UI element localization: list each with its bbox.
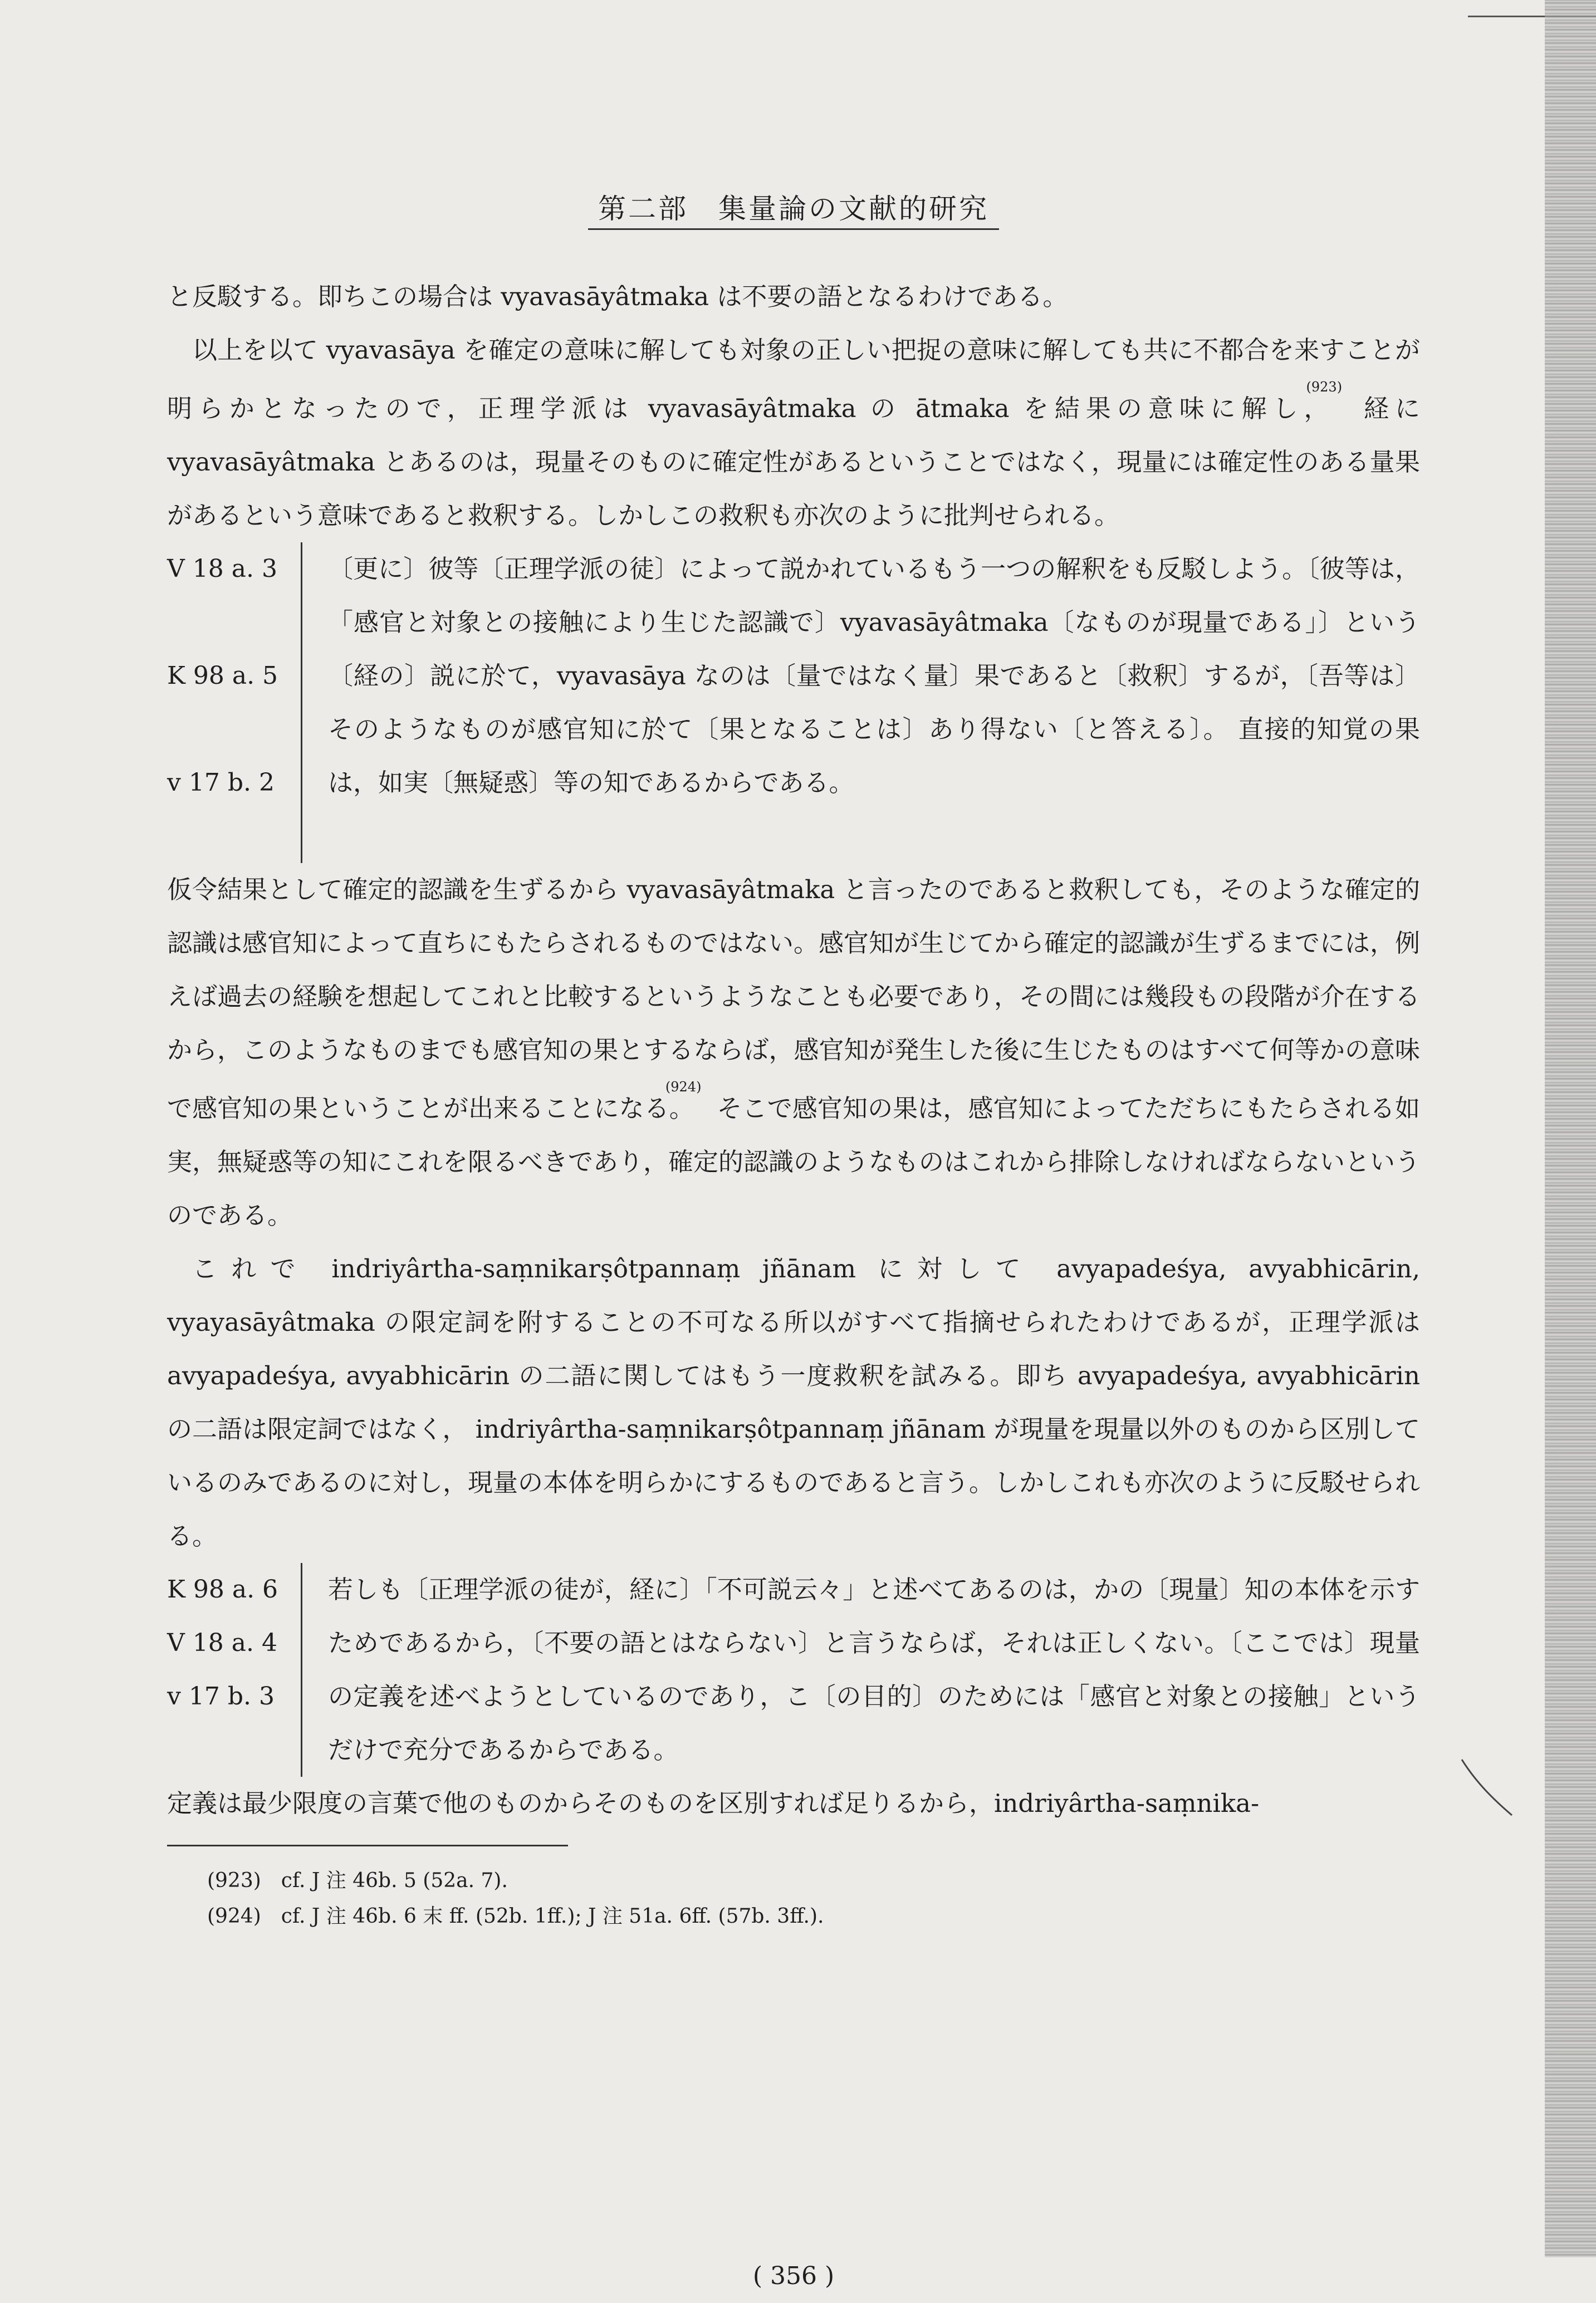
quote-1-text: 〔更に〕彼等〔正理学派の徒〕によって説かれているもう一つの解釈をも反駁しよう。〔彼等は，「感官と対象との接触により生じた認識で〕vyavasāyâtmaka〔なものが現量である」〕という〔経の〕説に於て，vyavasāya なのは〔量ではなく量〕果であると〔救釈〕するが，〔吾等は〕そのようなものが感官知に於て〔果となることは〕あり得ない〔と答える〕。 直接的知覚の果は，如実〔無疑惑〕等の知であるからである。	[328, 554, 1420, 797]
quote-2-ref: v 17 b. 3	[167, 1682, 275, 1711]
quote-2-ref	[167, 1723, 301, 1777]
quote-1-ref	[167, 810, 301, 863]
block-quote-1	[167, 542, 1420, 863]
quote-2-ref: K 98 a. 6	[167, 1575, 278, 1604]
footnote-ref-924[interactable]: (924)	[665, 1079, 702, 1095]
paragraph-5: 定義は最少限度の言葉で他のものからそのものを区別すれば足りるから，indriyârtha-saṃnika-	[167, 1788, 1260, 1818]
quote-1-ref: V 18 a. 3	[167, 555, 277, 583]
scan-edge-shading	[1545, 0, 1596, 2257]
page-body	[167, 270, 1420, 1934]
header-title: 第二部 集量論の文献的研究	[588, 193, 999, 230]
paragraph-1: と反駁する。即ちこの場合は vyavasāyâtmaka は不要の語となるわけである。	[167, 282, 1068, 311]
quote-2-references	[167, 1563, 302, 1777]
footnote-923: (923) cf. J 注 46b. 5 (52a. 7).	[207, 1869, 508, 1892]
footnote-924: (924) cf. J 注 46b. 6 末 ff. (52b. 1ff.); J 注 51a. 6ff. (57b. 3ff.).	[207, 1905, 824, 1928]
footnote-ref-923[interactable]: (923)	[1306, 379, 1343, 395]
quote-1-ref	[167, 703, 301, 756]
page-number: ( 356 )	[752, 2262, 835, 2290]
quote-1-ref: K 98 a. 5	[167, 661, 278, 690]
paragraph-4: これで indriyârtha-saṃnikarṣôtpannaṃ jñānam に対して avyapadeśya, avyabhicārin, vyayasāyâtmaka の限定詞を附することの不可なる所以がすべて指摘せられたわけであるが，正理学派は avyapadeśya, avyabhicārin の二語に関してはもう一度救釈を試みる。即ち avyapadeśya, avyabhicārin の二語は限定詞ではなく， indriyârtha-saṃnikarṣôtpannaṃ jñānam が現量を現量以外のものから区別しているのみであるのに対し，現量の本体を明らかにするものであると言う。しかしこれも亦次のように反駁せられる。	[167, 1254, 1421, 1551]
paragraph-3	[167, 863, 1420, 1242]
quote-1-references	[167, 542, 302, 863]
paragraph-3-part-b: そこで感官知の果は，感官知によってただちにもたらされる如実，無疑惑等の知にこれを限るべきであり，確定的認識のようなものはこれから排除しなければならないというのである。	[167, 1094, 1421, 1230]
quote-1-ref	[167, 596, 301, 649]
footnote-divider	[167, 1845, 568, 1846]
block-quote-2	[167, 1563, 1420, 1777]
footnotes	[167, 1863, 1420, 1934]
paragraph-2	[167, 324, 1420, 542]
quote-2-text: 若しも〔正理学派の徒が，経に〕「不可説云々」と述べてあるのは，かの〔現量〕知の本体を示すためであるから，〔不要の語とはならない〕と言うならば，それは正しくない。〔ここでは〕現量の定義を述べようとしているのであり，こ〔の目的〕のためには「感官と対象との接触」というだけで充分であるからである。	[328, 1575, 1420, 1765]
paragraph-3-part-a: 仮令結果として確定的認識を生ずるから vyavasāyâtmaka と言ったのであると救釈しても，そのような確定的認識は感官知によって直ちにもたらされるものではない。感官知が生じてから確定的認識が生ずるまでには，例えば過去の経験を想起してこれと比較するというようなことも必要であり，その間には幾段もの段階が介在するから，このようなものまでも感官知の果とするならば，感官知が発生した後に生じたものはすべて何等かの意味で感官知の果ということが出来ることになる。	[167, 875, 1421, 1123]
paragraph-2-part-a: 以上を以て vyavasāya を確定の意味に解しても対象の正しい把捉の意味に解しても共に不都合を来すことが明らかとなったので，正理学派は vyavasāyâtmaka の ātmaka を結果の意味に解し，	[167, 335, 1420, 423]
margin-pen-mark	[1459, 1754, 1515, 1821]
paragraph-2-part-b: 経に vyavasāyâtmaka とあるのは，現量そのものに確定性があるということではなく，現量には確定性のある量果があるという意味であると救釈する。しかしこの救釈も亦次のように批判せられる。	[167, 394, 1420, 530]
quote-1-ref: v 17 b. 2	[167, 768, 275, 797]
running-header	[167, 189, 1420, 228]
quote-2-ref: V 18 a. 4	[167, 1629, 277, 1657]
